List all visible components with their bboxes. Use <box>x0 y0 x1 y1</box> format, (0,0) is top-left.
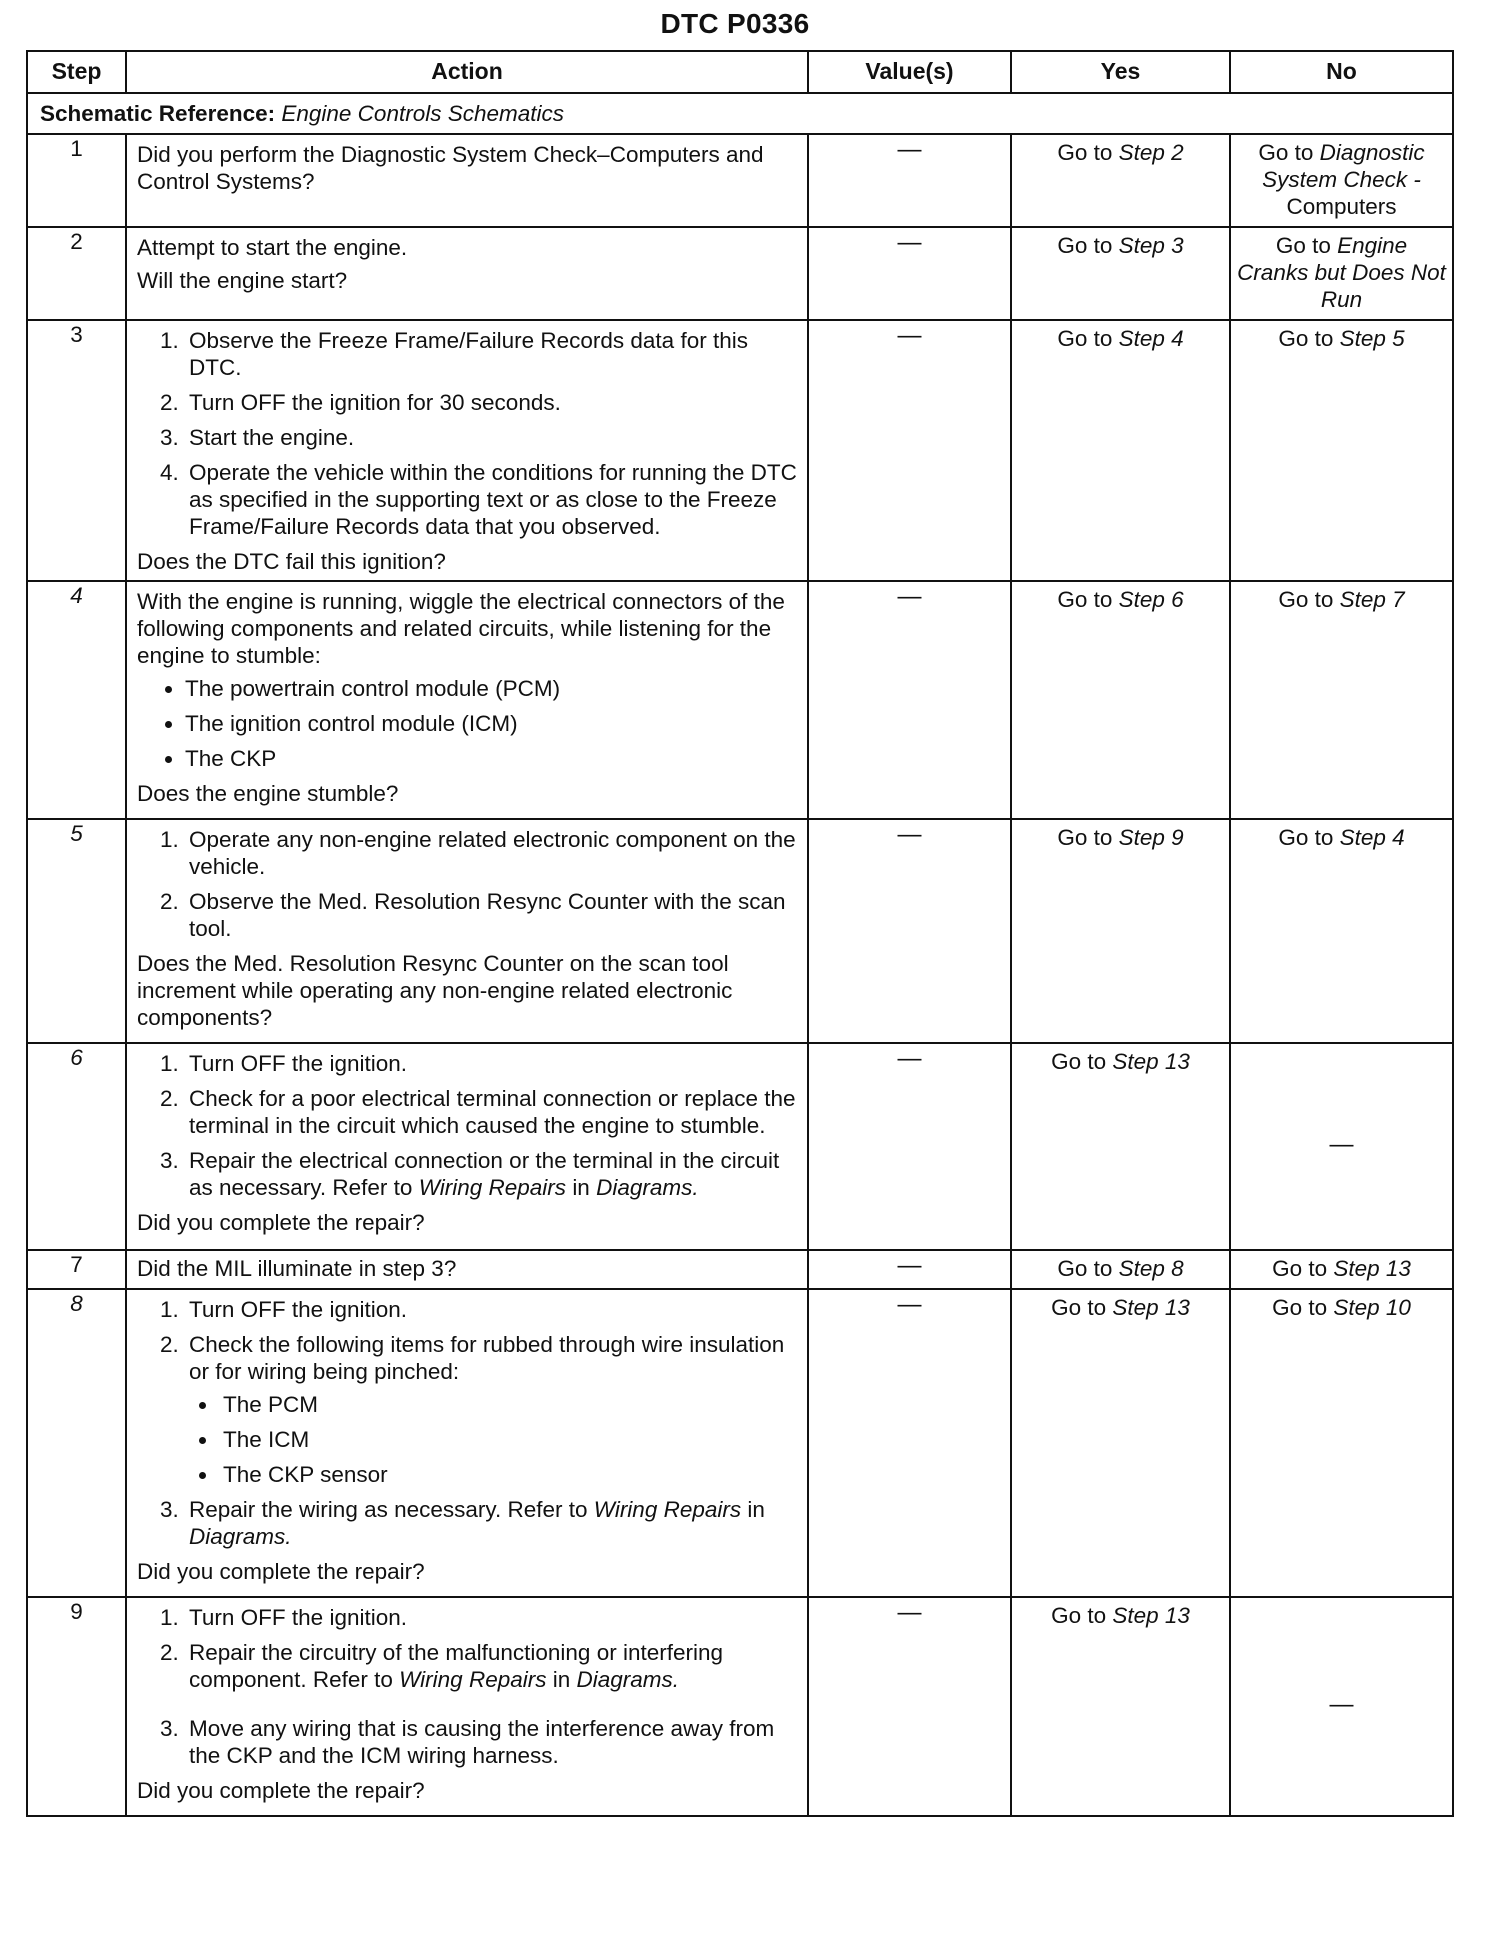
step-number: 1 <box>27 134 126 227</box>
schematic-reference-row <box>27 93 1453 134</box>
value-cell: — <box>808 134 1011 227</box>
action-question: Did you complete the repair? <box>137 1559 425 1584</box>
table-row <box>27 1597 1453 1816</box>
action-cell <box>126 819 808 1043</box>
page-title: DTC P0336 <box>660 8 810 39</box>
no-cell: Go to Step 5 <box>1230 320 1453 581</box>
yes-cell: Go to Step 4 <box>1011 320 1230 581</box>
value-cell: — <box>808 227 1011 320</box>
yes-cell: Go to Step 13 <box>1011 1289 1230 1597</box>
yes-cell: Go to Step 6 <box>1011 581 1230 819</box>
value-cell: — <box>808 320 1011 581</box>
action-question: Does the DTC fail this ignition? <box>137 549 446 574</box>
schematic-reference <box>27 93 1453 134</box>
action-cell <box>126 320 808 581</box>
yes-cell: Go to Step 8 <box>1011 1250 1230 1289</box>
table-row <box>27 134 1453 227</box>
action-list: 1. Operate any non-engine related electronic component on the vehicle. 2. Observe the Med. Resolution Resync Counter with the scan tool. <box>137 826 797 942</box>
action-list: 1. Turn OFF the ignition. 2. Check the following items for rubbed through wire insulation or for wiring being pinched: • The PCM • The ICM • The CKP sensor 3. Repair the wiring as necessary. Refer to Wiring Repairs in Diagrams. <box>137 1296 797 1550</box>
step-number: 7 <box>27 1250 126 1289</box>
step-number: 8 <box>27 1289 126 1597</box>
yes-cell: Go to Step 13 <box>1011 1043 1230 1250</box>
step-number: 5 <box>27 819 126 1043</box>
header-row <box>27 51 1453 93</box>
table-row <box>27 320 1453 581</box>
check-items-list: • The PCM • The ICM • The CKP sensor <box>189 1391 797 1488</box>
col-header-yes: Yes <box>1011 51 1230 93</box>
yes-cell: Go to Step 2 <box>1011 134 1230 227</box>
step-number: 4 <box>27 581 126 819</box>
schematic-value: Engine Controls Schematics <box>281 101 565 126</box>
schematic-label: Schematic Reference: <box>40 101 276 126</box>
action-question: Did you complete the repair? <box>137 1778 425 1803</box>
component-list: • The powertrain control module (PCM) • The ignition control module (ICM) • The CKP <box>137 675 797 772</box>
col-header-values: Value(s) <box>808 51 1011 93</box>
action-question: Will the engine start? <box>137 268 348 293</box>
table-row <box>27 581 1453 819</box>
action-text: Did the MIL illuminate in step 3? <box>126 1250 808 1289</box>
value-cell: — <box>808 1043 1011 1250</box>
action-cell <box>126 581 808 819</box>
yes-cell: Go to Step 9 <box>1011 819 1230 1043</box>
yes-cell: Go to Step 3 <box>1011 227 1230 320</box>
step-number: 9 <box>27 1597 126 1816</box>
action-question: Does the Med. Resolution Resync Counter on the scan tool increment while operating any non-engine related electronic components? <box>137 951 733 1030</box>
dtc-table <box>26 50 1454 1817</box>
no-cell: Go to Step 4 <box>1230 819 1453 1043</box>
col-header-step: Step <box>27 51 126 93</box>
value-cell: — <box>808 819 1011 1043</box>
table-row <box>27 1250 1453 1289</box>
step-number: 6 <box>27 1043 126 1250</box>
step-number: 2 <box>27 227 126 320</box>
table-row <box>27 1289 1453 1597</box>
value-cell: — <box>808 581 1011 819</box>
yes-cell: Go to Step 13 <box>1011 1597 1230 1816</box>
value-cell: — <box>808 1597 1011 1816</box>
table-row <box>27 819 1453 1043</box>
action-list: 1. Turn OFF the ignition. 2. Check for a poor electrical terminal connection or replace the terminal in the circuit which caused the engine to stumble. 3. Repair the electrical connection or the terminal in the circuit as necessary. Refer to Wiring Repairs in Diagrams. <box>137 1050 797 1201</box>
no-cell: Go to Diagnostic System Check - Computers <box>1230 134 1453 227</box>
action-cell <box>126 227 808 320</box>
value-cell: — <box>808 1289 1011 1597</box>
no-cell: Go to Step 10 <box>1230 1289 1453 1597</box>
col-header-action: Action <box>126 51 808 93</box>
action-intro: With the engine is running, wiggle the electrical connectors of the following components and related circuits, while listening for the engine to stumble: <box>137 589 785 668</box>
no-cell: — <box>1230 1043 1453 1250</box>
table-row <box>27 227 1453 320</box>
value-cell: — <box>808 1250 1011 1289</box>
action-list: 1. Observe the Freeze Frame/Failure Records data for this DTC. 2. Turn OFF the ignition for 30 seconds. 3. Start the engine. 4. Operate the vehicle within the conditions for running the DTC as specified in the supporting text or as close to the Freeze Frame/Failure Records data that you observed. <box>137 327 797 540</box>
no-cell: Go to Engine Cranks but Does Not Run <box>1230 227 1453 320</box>
action-text: Attempt to start the engine. <box>137 235 408 260</box>
action-list: 1. Turn OFF the ignition. 2. Repair the circuitry of the malfunctioning or interfering component. Refer to Wiring Repairs in Diagrams. 3. Move any wiring that is causing the interference away from the CKP and the ICM wiring harness. <box>137 1604 797 1769</box>
no-cell: Go to Step 7 <box>1230 581 1453 819</box>
no-cell: Go to Step 13 <box>1230 1250 1453 1289</box>
table-row <box>27 1043 1453 1250</box>
step-number: 3 <box>27 320 126 581</box>
col-header-no: No <box>1230 51 1453 93</box>
action-cell <box>126 1289 808 1597</box>
action-text: Did you perform the Diagnostic System Check–Computers and Control Systems? <box>126 134 808 227</box>
action-cell <box>126 1043 808 1250</box>
action-question: Does the engine stumble? <box>137 781 399 806</box>
action-cell <box>126 1597 808 1816</box>
no-cell: — <box>1230 1597 1453 1816</box>
action-question: Did you complete the repair? <box>137 1210 425 1235</box>
